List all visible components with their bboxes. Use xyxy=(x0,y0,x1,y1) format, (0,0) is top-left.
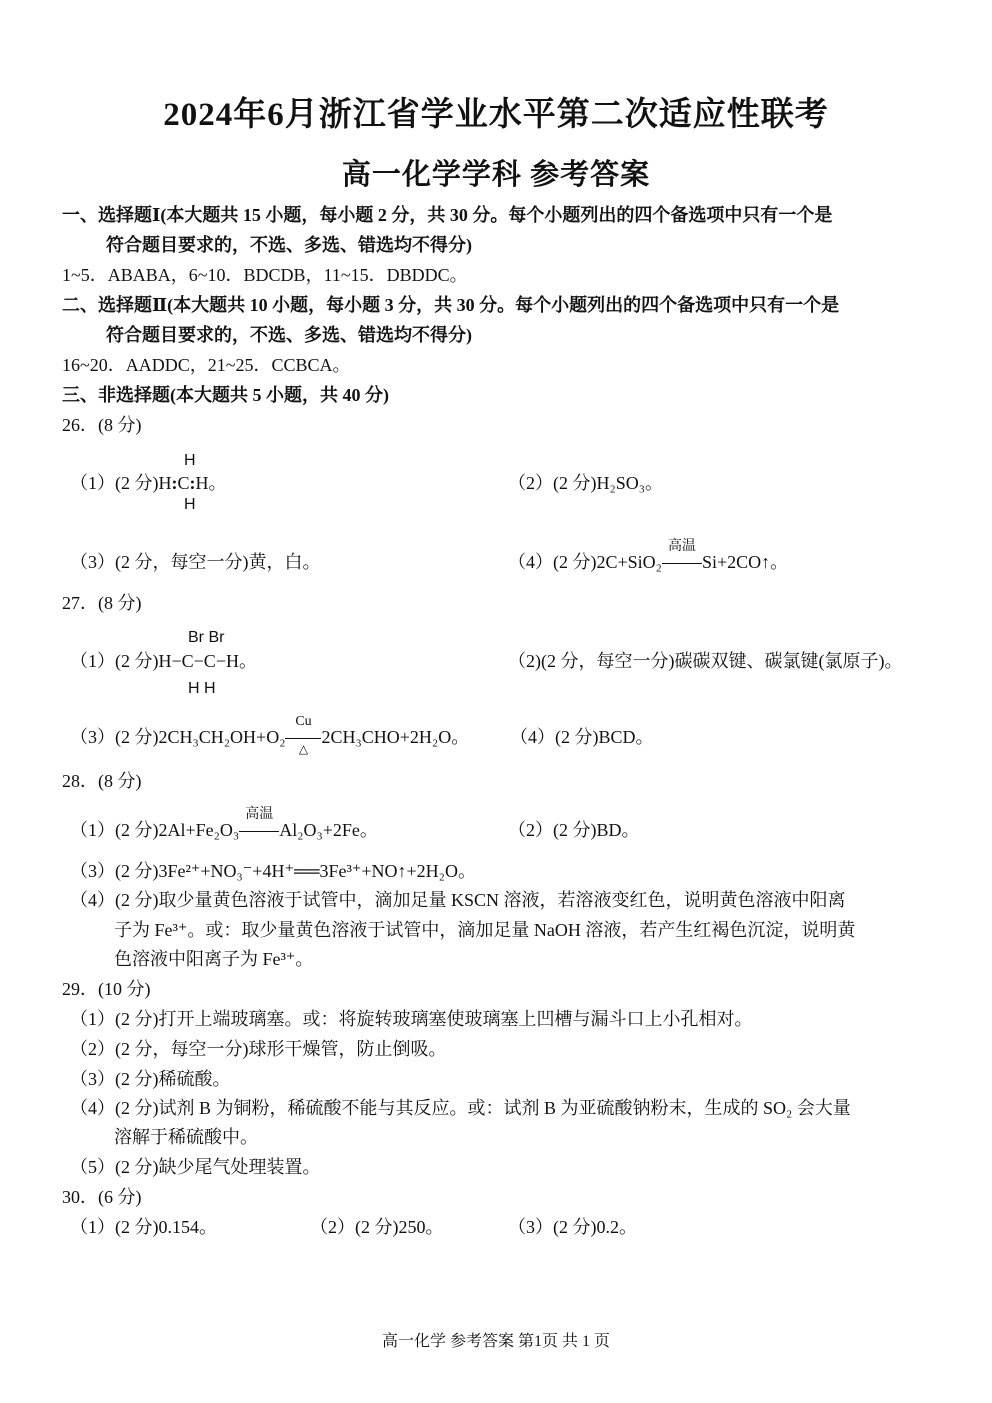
q28-part3: （3）(2 分)3Fe²⁺+NO₃⁻+4H⁺══3Fe³⁺+NO↑+2H₂O。 xyxy=(70,861,476,881)
q27-part1-bottom: H H xyxy=(188,680,216,697)
q28-part4-line3: 色溶液中阳离子为 Fe³⁺。 xyxy=(114,949,314,969)
q28-part2: （2）(2 分)BD。 xyxy=(508,820,640,840)
electron-dots-left: : xyxy=(171,473,178,493)
q26-part3: （3）(2 分，每空一分)黄，白。 xyxy=(70,552,321,572)
section1-answers: 1~5．ABABA，6~10．BDCDB，11~15．DBDDC。 xyxy=(62,265,468,285)
reaction-arrow xyxy=(239,807,279,841)
q26-part1-bottom-h: H xyxy=(184,496,196,513)
q29-part1: （1）(2 分)打开上端玻璃塞。或：将旋转玻璃塞使玻璃塞上凹槽与漏斗口上小孔相对。 xyxy=(70,1009,753,1029)
page-footer: 高一化学 参考答案 第1页 共 1 页 xyxy=(381,1333,610,1350)
section2-heading: 二、选择题Ⅱ(本大题共 10 小题，每小题 3 分，共 30 分。每个小题列出的四个备选项中只有一个是 xyxy=(62,295,840,315)
q26-part4-products: Si+2CO↑。 xyxy=(701,552,789,572)
q26-part1-center: C xyxy=(177,473,190,493)
reaction-condition: 高温 xyxy=(667,539,696,554)
q29-part2: （2）(2 分，每空一分)球形干燥管，防止倒吸。 xyxy=(70,1039,447,1059)
q28-part1 xyxy=(70,807,378,841)
q27-part1 xyxy=(70,650,257,672)
catalyst-label: Cu xyxy=(295,714,312,729)
q26-part1-left-h: H xyxy=(158,473,172,493)
q26-part1-right-h: H。 xyxy=(195,473,227,493)
q30-part1: （1）(2 分)0.154。 xyxy=(70,1217,217,1237)
q29-part4-line1: （4）(2 分)试剂 B 为铜粉，稀硫酸不能与其反应。或：试剂 B 为亚硫酸钠粉末，生成的 SO₂ 会大量 xyxy=(70,1098,851,1118)
q27-part1-structure: H−C−C−H。 xyxy=(158,651,257,671)
q30-heading: 30．(6 分) xyxy=(62,1187,142,1207)
section3-heading: 三、非选择题(本大题共 5 小题，共 40 分) xyxy=(62,385,389,405)
reaction-condition: 高温 xyxy=(245,807,274,822)
q27-part1-label: （1）(2 分) xyxy=(70,651,159,671)
q26-part1 xyxy=(70,472,227,494)
q30-part3: （3）(2 分)0.2。 xyxy=(508,1217,637,1237)
q26-part4-reactants: （4）(2 分)2C+SiO₂ xyxy=(508,552,662,572)
reaction-arrow xyxy=(662,539,702,573)
q27-part3-reactants: （3）(2 分)2CH₃CH₂OH+O₂ xyxy=(70,727,286,747)
q28-part1-reactants: （1）(2 分)2Al+Fe₂O₃ xyxy=(70,820,240,840)
q27-part2: （2)(2 分，每空一分)碳碳双键、碳氯键(氯原子)。 xyxy=(508,651,903,671)
page-subtitle: 高一化学学科 参考答案 xyxy=(341,159,651,191)
q29-part5: （5）(2 分)缺少尾气处理装置。 xyxy=(70,1157,321,1177)
page-title: 2024年6月浙江省学业水平第二次适应性联考 xyxy=(163,97,829,133)
q27-part1-top: Br Br xyxy=(188,629,225,646)
q26-part1-top-h: H xyxy=(184,452,196,469)
catalyst-arrow xyxy=(285,714,321,756)
q27-heading: 27．(8 分) xyxy=(62,593,142,613)
q27-part4: （4）(2 分)BCD。 xyxy=(510,727,654,747)
q26-part4 xyxy=(508,539,789,573)
q30-part2: （2）(2 分)250。 xyxy=(310,1217,444,1237)
q28-part1-products: Al₂O₃+2Fe。 xyxy=(279,820,378,840)
q28-heading: 28．(8 分) xyxy=(62,771,142,791)
q27-part3 xyxy=(70,714,470,756)
section1-heading: 一、选择题Ⅰ(本大题共 15 小题，每小题 2 分，共 30 分。每个小题列出的四个备选项中只有一个是 xyxy=(62,205,833,225)
q27-part3-products: 2CH₃CHO+2H₂O。 xyxy=(321,727,470,747)
section2-heading-cont: 符合题目要求的，不选、多选、错选均不得分) xyxy=(106,325,472,345)
q26-heading: 26．(8 分) xyxy=(62,415,142,435)
section1-heading-cont: 符合题目要求的，不选、多选、错选均不得分) xyxy=(106,235,472,255)
q26-part1-label: （1）(2 分) xyxy=(70,473,159,493)
heat-label: △ xyxy=(298,742,309,756)
q29-heading: 29．(10 分) xyxy=(62,979,151,999)
q29-part4-line2: 溶解于稀硫酸中。 xyxy=(114,1127,258,1147)
q28-part4-line1: （4）(2 分)取少量黄色溶液于试管中，滴加足量 KSCN 溶液，若溶液变红色，说明黄色溶液中阳离 xyxy=(70,890,846,910)
q28-part4-line2: 子为 Fe³⁺。或：取少量黄色溶液于试管中，滴加足量 NaOH 溶液，若产生红褐色沉淀，说明黄 xyxy=(114,920,856,940)
q29-part3: （3）(2 分)稀硫酸。 xyxy=(70,1069,231,1089)
q26-part2: （2）(2 分)H₂SO₃。 xyxy=(508,473,664,493)
electron-dots-right: : xyxy=(189,473,196,493)
section2-answers: 16~20．AADDC，21~25．CCBCA。 xyxy=(62,355,351,375)
